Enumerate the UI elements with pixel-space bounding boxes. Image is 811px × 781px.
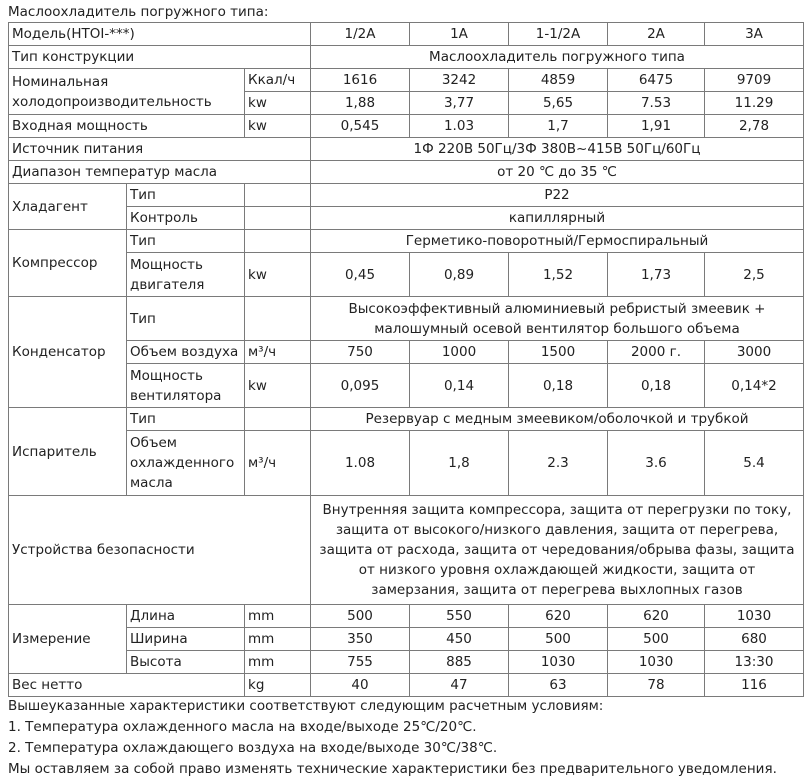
table-row-dim-width <box>9 628 804 651</box>
table-row-dim-height <box>9 651 804 674</box>
construction-label: Тип конструкции <box>9 46 311 69</box>
oil-temp-value: от 20 ℃ до 35 ℃ <box>311 161 804 184</box>
model-header-cell: 2A <box>608 23 705 46</box>
spec-table <box>8 22 804 697</box>
capacity-kw-cell: 5,65 <box>509 92 608 115</box>
safety-label: Устройства безопасности <box>9 496 311 605</box>
dim-length-unit: mm <box>245 605 311 628</box>
refrigerant-type-label: Тип <box>127 184 245 207</box>
input-power-cell: 2,78 <box>705 115 804 138</box>
condenser-air-cell: 3000 <box>705 341 804 364</box>
model-header-cell: 3A <box>705 23 804 46</box>
evaporator-label: Испаритель <box>9 408 127 496</box>
note-line: Вышеуказанные характеристики соответствуют следующим расчетным условиям: <box>8 698 604 714</box>
table-row-condenser-type <box>9 297 804 341</box>
evaporator-type-value: Резервуар с медным змеевиком/оболочкой и трубкой <box>311 408 804 431</box>
condenser-air-label: Объем воздуха <box>127 341 245 364</box>
construction-value: Маслоохладитель погружного типа <box>311 46 804 69</box>
table-row-condenser-fan <box>9 364 804 408</box>
dim-height-cell: 13:30 <box>705 651 804 674</box>
dim-length-cell: 500 <box>311 605 410 628</box>
net-weight-cell: 47 <box>410 674 509 697</box>
dim-height-cell: 885 <box>410 651 509 674</box>
table-row-oil-temp <box>9 161 804 184</box>
refrigerant-control-value: капиллярный <box>311 207 804 230</box>
condenser-fan-cell: 0,095 <box>311 364 410 408</box>
condenser-type-label: Тип <box>127 297 245 341</box>
net-weight-cell: 116 <box>705 674 804 697</box>
condenser-fan-label: Мощность вентилятора <box>127 364 245 408</box>
net-weight-label: Вес нетто <box>9 674 245 697</box>
input-power-unit: kw <box>245 115 311 138</box>
evaporator-type-label: Тип <box>127 408 245 431</box>
table-row-safety <box>9 496 804 605</box>
dim-height-cell: 1030 <box>608 651 705 674</box>
compressor-power-cell: 1,73 <box>608 253 705 297</box>
condenser-fan-unit: kw <box>245 364 311 408</box>
evaporator-oil-cell: 3.6 <box>608 431 705 496</box>
net-weight-unit: kg <box>245 674 311 697</box>
compressor-label: Компрессор <box>9 230 127 297</box>
condenser-fan-cell: 0,18 <box>509 364 608 408</box>
capacity-kw-cell: 11.29 <box>705 92 804 115</box>
note-line: Мы оставляем за собой право изменять технические характеристики без предварительного уведомления. <box>8 761 777 777</box>
input-power-cell: 1,91 <box>608 115 705 138</box>
table-row-input-power <box>9 115 804 138</box>
evaporator-oil-unit: м³/ч <box>245 431 311 496</box>
dim-width-cell: 680 <box>705 628 804 651</box>
input-power-cell: 1.03 <box>410 115 509 138</box>
condenser-fan-cell: 0,14 <box>410 364 509 408</box>
dim-height-cell: 1030 <box>509 651 608 674</box>
compressor-type-value: Герметико-поворотный/Гермоспиральный <box>311 230 804 253</box>
capacity-unit-kw: kw <box>245 92 311 115</box>
capacity-kw-cell: 3,77 <box>410 92 509 115</box>
evaporator-oil-cell: 1.08 <box>311 431 410 496</box>
dim-length-label: Длина <box>127 605 245 628</box>
condenser-air-cell: 1000 <box>410 341 509 364</box>
table-row-net-weight <box>9 674 804 697</box>
condenser-label: Конденсатор <box>9 297 127 408</box>
compressor-power-cell: 0,45 <box>311 253 410 297</box>
dim-height-unit: mm <box>245 651 311 674</box>
compressor-power-label: Мощность двигателя <box>127 253 245 297</box>
condenser-air-cell: 2000 г. <box>608 341 705 364</box>
capacity-kw-cell: 7.53 <box>608 92 705 115</box>
evaporator-oil-label: Объем охлажденного масла <box>127 431 245 496</box>
model-label: Модель(HTOI-***) <box>9 23 311 46</box>
note-line: 2. Температура охлаждающего воздуха на входе/выходе 30℃/38℃. <box>8 740 498 756</box>
capacity-unit-kcal: Ккал/ч <box>245 69 311 92</box>
capacity-label: Номинальная холодопроизводительность <box>9 69 245 115</box>
table-row-model <box>9 23 804 46</box>
dim-width-cell: 500 <box>509 628 608 651</box>
compressor-power-unit: kw <box>245 253 311 297</box>
capacity-kcal-cell: 9709 <box>705 69 804 92</box>
condenser-type-value: Высокоэффективный алюминиевый ребристый змеевик + малошумный осевой вентилятор большого объема <box>311 297 804 341</box>
table-row-power-supply <box>9 138 804 161</box>
dim-length-cell: 550 <box>410 605 509 628</box>
dim-width-cell: 450 <box>410 628 509 651</box>
power-supply-value: 1Ф 220В 50Гц/3Ф 380В~415В 50Гц/60Гц <box>311 138 804 161</box>
compressor-type-label: Тип <box>127 230 245 253</box>
condenser-air-cell: 1500 <box>509 341 608 364</box>
capacity-kcal-cell: 1616 <box>311 69 410 92</box>
dimensions-label: Измерение <box>9 605 127 674</box>
model-header-cell: 1-1/2A <box>509 23 608 46</box>
oil-temp-label: Диапазон температур масла <box>9 161 311 184</box>
note-line: 1. Температура охлажденного масла на входе/выходе 25℃/20℃. <box>8 719 477 735</box>
table-row-dim-length <box>9 605 804 628</box>
compressor-power-cell: 0,89 <box>410 253 509 297</box>
table-row-capacity-kcal <box>9 69 804 92</box>
notes-block <box>8 696 808 780</box>
dim-width-cell: 500 <box>608 628 705 651</box>
input-power-label: Входная мощность <box>9 115 245 138</box>
net-weight-cell: 78 <box>608 674 705 697</box>
model-header-cell: 1A <box>410 23 509 46</box>
evaporator-oil-cell: 1,8 <box>410 431 509 496</box>
dim-height-label: Высота <box>127 651 245 674</box>
evaporator-oil-cell: 2.3 <box>509 431 608 496</box>
dim-width-label: Ширина <box>127 628 245 651</box>
table-row-compressor-power <box>9 253 804 297</box>
table-row-evaporator-oil <box>9 431 804 496</box>
page-title: Маслоохладитель погружного типа: <box>8 4 269 20</box>
capacity-kcal-cell: 4859 <box>509 69 608 92</box>
capacity-kcal-cell: 6475 <box>608 69 705 92</box>
compressor-power-cell: 1,52 <box>509 253 608 297</box>
refrigerant-label: Хладагент <box>9 184 127 230</box>
capacity-kcal-cell: 3242 <box>410 69 509 92</box>
table-row-refrigerant-type <box>9 184 804 207</box>
power-supply-label: Источник питания <box>9 138 311 161</box>
table-row-condenser-air <box>9 341 804 364</box>
condenser-fan-cell: 0,18 <box>608 364 705 408</box>
input-power-cell: 1,7 <box>509 115 608 138</box>
compressor-power-cell: 2,5 <box>705 253 804 297</box>
model-header-cell: 1/2A <box>311 23 410 46</box>
condenser-fan-cell: 0,14*2 <box>705 364 804 408</box>
table-row-compressor-type <box>9 230 804 253</box>
net-weight-cell: 63 <box>509 674 608 697</box>
condenser-air-cell: 750 <box>311 341 410 364</box>
dim-width-unit: mm <box>245 628 311 651</box>
dim-width-cell: 350 <box>311 628 410 651</box>
dim-length-cell: 1030 <box>705 605 804 628</box>
input-power-cell: 0,545 <box>311 115 410 138</box>
safety-value: Внутренняя защита компрессора, защита от перегрузки по току, защита от высокого/низкого давления, защита от перегрева, защита от расхода, защита от чередования/обрыва фазы, защита от низкого уровня охлаждающей жидкости, защита от замерзания, защита от перегрева выхлопных газов <box>311 496 804 605</box>
table-row-construction <box>9 46 804 69</box>
dim-height-cell: 755 <box>311 651 410 674</box>
refrigerant-control-label: Контроль <box>127 207 245 230</box>
capacity-kw-cell: 1,88 <box>311 92 410 115</box>
evaporator-oil-cell: 5.4 <box>705 431 804 496</box>
table-row-evaporator-type <box>9 408 804 431</box>
net-weight-cell: 40 <box>311 674 410 697</box>
condenser-air-unit: м³/ч <box>245 341 311 364</box>
refrigerant-type-value: P22 <box>311 184 804 207</box>
table-row-refrigerant-control <box>9 207 804 230</box>
dim-length-cell: 620 <box>509 605 608 628</box>
dim-length-cell: 620 <box>608 605 705 628</box>
